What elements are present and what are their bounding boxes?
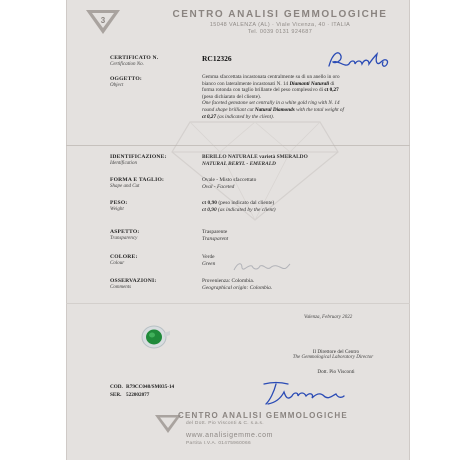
object-text-line-en: ct 0,27 (as indicated by the client). bbox=[202, 113, 275, 120]
code-value: R79CC048/SM035-14 bbox=[126, 384, 175, 390]
shape-value-en: Oval - Faceted bbox=[202, 184, 235, 190]
object-label-en: Object bbox=[110, 83, 124, 88]
place-date: Valenza, February 2022 bbox=[304, 315, 353, 320]
comments-value-en: Geographical origin: Colombia. bbox=[202, 285, 273, 291]
footer-owner: del Dott. Pio Visconti & C. s.a.s. bbox=[186, 421, 264, 426]
signature-director bbox=[258, 378, 348, 408]
comments-label-en: Comments bbox=[110, 285, 132, 290]
lab-address: 15048 VALENZA (AL) · Viale Vicenza, 40 · ITALIA bbox=[209, 22, 351, 28]
colour-label-en: Colour bbox=[110, 261, 125, 266]
shape-value: Ovale - Misto sfaccettato bbox=[202, 177, 257, 183]
object-description bbox=[202, 74, 400, 120]
lab-name: CENTRO ANALISI GEMMOLOGICHE bbox=[172, 9, 388, 20]
footer-website: www.analisigemme.com bbox=[186, 432, 274, 439]
identification-label-en: Identification bbox=[110, 161, 137, 166]
colour-value-en: Green bbox=[202, 261, 216, 267]
object-text-line: (peso dichiarato del cliente). bbox=[202, 93, 262, 100]
weight-label-en: Weight bbox=[110, 207, 124, 212]
comments-label: OSSERVAZIONI: bbox=[110, 278, 157, 284]
identification-value-en: NATURAL BERYL - EMERALD bbox=[202, 161, 276, 167]
transparency-label-en: Transparency bbox=[110, 236, 138, 241]
lab-phone: Tel. 0039 0131 924687 bbox=[247, 29, 313, 35]
colour-value: Verde bbox=[202, 254, 215, 260]
object-text-line: bianco con lateralmente incastonati N. 14 Diamanti Naturali di bbox=[202, 80, 335, 87]
certificate-header bbox=[66, 4, 410, 40]
director-name: Dott. Pio Visconti bbox=[317, 369, 355, 375]
object-text-line: forma rotonda con taglio brillante del peso complessivo di ct 0,27 bbox=[202, 87, 339, 94]
lab-logo bbox=[84, 6, 122, 36]
serial-label: SER. bbox=[110, 392, 122, 398]
emerald-ring-photo bbox=[140, 323, 170, 351]
svg-text:3: 3 bbox=[100, 16, 106, 25]
code-label: COD. bbox=[110, 384, 123, 390]
object-text-line-en: round shape brilliant cut Natural Diamonds with the total weight of bbox=[202, 106, 344, 113]
signature-riccardo bbox=[325, 46, 395, 74]
object-label: OGGETTO: bbox=[110, 76, 142, 82]
object-text-line-en: One faceted gemstone set centrally in a white gold ring with N. 14 bbox=[202, 100, 340, 107]
footer-lab-name: CENTRO ANALISI GEMMOLOGICHE bbox=[178, 411, 348, 420]
certificate-number: RC12326 bbox=[202, 54, 232, 63]
fold-line bbox=[66, 303, 410, 304]
weight-label: PESO: bbox=[110, 200, 128, 206]
weight-value-en: ct 0,90 (as indicated by the client) bbox=[202, 207, 276, 213]
transparency-value: Trasparente bbox=[202, 229, 228, 235]
shape-label: FORMA E TAGLIO: bbox=[110, 177, 165, 183]
weight-value: ct 0,90 (peso indicato dal cliente) bbox=[202, 200, 275, 206]
object-text-line: Gemma sfaccettata incastonata centralmente su di un anello in oro bbox=[202, 74, 340, 80]
serial-value: 522002077 bbox=[126, 392, 150, 398]
colour-label: COLORE: bbox=[110, 254, 138, 260]
transparency-value-en: Transparent bbox=[202, 236, 229, 242]
shape-label-en: Shape and Cut bbox=[110, 184, 140, 189]
code-row bbox=[110, 384, 175, 390]
identification-label: IDENTIFICAZIONE: bbox=[110, 154, 167, 160]
faint-signature-overlay bbox=[232, 258, 292, 276]
identification-value: BERILLO NATURALE varietà SMERALDO bbox=[202, 154, 308, 160]
comments-value: Provenienza: Colombia. bbox=[202, 278, 255, 284]
director-title-en: The Gemmological Laboratory Director bbox=[292, 355, 374, 360]
transparency-label: ASPETTO: bbox=[110, 229, 140, 235]
footer-vat: Partita I.V.A. 01475960066 bbox=[186, 441, 251, 446]
serial-row bbox=[110, 392, 150, 398]
certificate-label-en: Certification No. bbox=[110, 62, 144, 67]
certificate-label: CERTIFICATO N. bbox=[110, 55, 159, 61]
director-title: Il Direttore del Centro bbox=[312, 349, 360, 355]
